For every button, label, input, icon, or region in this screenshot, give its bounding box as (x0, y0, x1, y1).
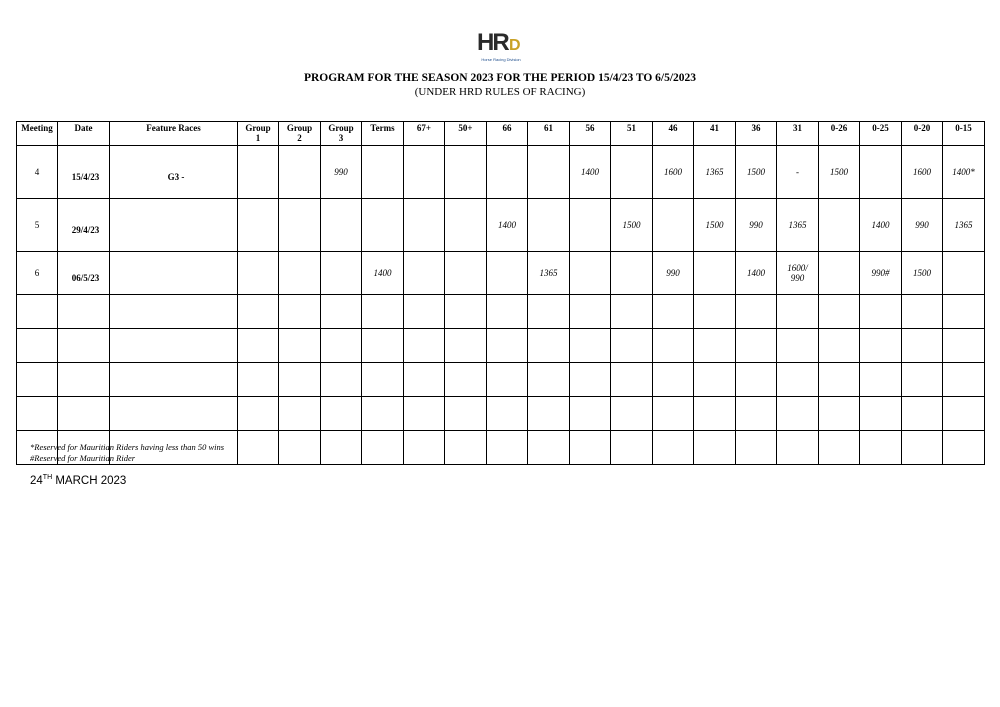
c56-cell: 1400 (570, 146, 611, 199)
c36-cell: 1400 (736, 252, 777, 295)
c66-cell (487, 252, 528, 295)
col-feature-races: Feature Races (110, 122, 238, 146)
col-group-3 (321, 122, 362, 146)
table-row (17, 146, 985, 199)
c31-value-line1: 1600/ (787, 263, 808, 273)
logo-d: D (509, 37, 521, 54)
c026-cell (819, 199, 860, 252)
col-group-1-num: 1 (255, 132, 261, 143)
col-67plus: 67+ (404, 122, 445, 146)
col-group-2-num: 2 (297, 132, 302, 143)
c41-cell: 1500 (694, 199, 736, 252)
group2-cell (279, 252, 321, 295)
col-31: 31 (777, 122, 819, 146)
group3-cell (321, 199, 362, 252)
col-group-2-label: Group (286, 123, 313, 133)
table-row (17, 252, 985, 295)
c61-cell: 1365 (528, 252, 570, 295)
hrd-logo (473, 30, 529, 64)
group1-cell (238, 252, 279, 295)
date-cell: 15/4/23 (58, 146, 110, 199)
col-41: 41 (694, 122, 736, 146)
empty-row (17, 397, 985, 431)
meeting-cell: 6 (17, 252, 58, 295)
c46-cell: 990 (653, 252, 694, 295)
footnote-hash: #Reserved for Mauritian Rider (30, 453, 136, 463)
page-title: PROGRAM FOR THE SEASON 2023 FOR THE PERIOD 15/4/23 TO 6/5/2023 (303, 72, 697, 84)
c46-cell: 1600 (653, 146, 694, 199)
col-61: 61 (528, 122, 570, 146)
c015-cell: 1400* (943, 146, 985, 199)
c020-cell: 1600 (902, 146, 943, 199)
logo-org-name: Horse Racing Division (481, 57, 521, 62)
c50-cell (445, 252, 487, 295)
date-day: 24 (30, 474, 43, 487)
col-50plus: 50+ (445, 122, 487, 146)
footnotes (30, 442, 224, 464)
col-group-1-label: Group (245, 123, 271, 133)
c020-cell: 1500 (902, 252, 943, 295)
feature-cell (110, 199, 238, 252)
group1-cell (238, 146, 279, 199)
document-date (30, 474, 126, 487)
c31-cell: - (777, 146, 819, 199)
meeting-cell: 4 (17, 146, 58, 199)
c025-cell (860, 146, 902, 199)
col-meeting: Meeting (17, 122, 58, 146)
date-cell: 29/4/23 (58, 199, 110, 252)
col-56: 56 (570, 122, 611, 146)
col-date: Date (58, 122, 110, 146)
c61-cell (528, 199, 570, 252)
c50-cell (445, 146, 487, 199)
c67-cell (404, 146, 445, 199)
c026-cell (819, 252, 860, 295)
c67-cell (404, 199, 445, 252)
program-table (16, 121, 985, 465)
c36-cell: 1500 (736, 146, 777, 199)
c025-cell: 990# (860, 252, 902, 295)
col-0-20: 0-20 (902, 122, 943, 146)
feature-cell: G3 - (110, 146, 238, 199)
empty-row (17, 295, 985, 329)
c41-cell: 1365 (694, 146, 736, 199)
c36-cell: 990 (736, 199, 777, 252)
c66-cell (487, 146, 528, 199)
table-header-row (17, 122, 985, 146)
c67-cell (404, 252, 445, 295)
date-rest: MARCH 2023 (52, 474, 127, 487)
col-group-3-label: Group (328, 123, 354, 133)
col-0-26: 0-26 (819, 122, 860, 146)
footnote-asterisk: *Reserved for Mauritian Riders having less than 50 wins (30, 442, 225, 452)
col-0-25: 0-25 (860, 122, 902, 146)
c61-cell (528, 146, 570, 199)
c50-cell (445, 199, 487, 252)
c31-cell (777, 252, 819, 295)
col-terms: Terms (362, 122, 404, 146)
c66-cell: 1400 (487, 199, 528, 252)
terms-cell: 1400 (362, 252, 404, 295)
meeting-cell: 5 (17, 199, 58, 252)
col-group-2 (279, 122, 321, 146)
col-51: 51 (611, 122, 653, 146)
c025-cell: 1400 (860, 199, 902, 252)
c31-value-line2: 990 (790, 273, 805, 283)
empty-row (17, 329, 985, 363)
col-group-3-num: 3 (338, 132, 344, 143)
col-0-15: 0-15 (943, 122, 985, 146)
c51-cell: 1500 (611, 199, 653, 252)
c015-cell (943, 252, 985, 295)
col-66: 66 (487, 122, 528, 146)
date-suffix: TH (42, 474, 53, 481)
group1-cell (238, 199, 279, 252)
empty-row (17, 363, 985, 397)
feature-cell (110, 252, 238, 295)
group3-cell: 990 (321, 146, 362, 199)
col-group-1 (238, 122, 279, 146)
terms-cell (362, 199, 404, 252)
logo-mark: HR (477, 29, 508, 56)
terms-cell (362, 146, 404, 199)
c41-cell (694, 252, 736, 295)
c020-cell: 990 (902, 199, 943, 252)
page-subtitle: (UNDER HRD RULES OF RACING) (414, 86, 586, 98)
group3-cell (321, 252, 362, 295)
c56-cell (570, 252, 611, 295)
c56-cell (570, 199, 611, 252)
group2-cell (279, 199, 321, 252)
c015-cell: 1365 (943, 199, 985, 252)
table-row (17, 199, 985, 252)
c026-cell: 1500 (819, 146, 860, 199)
col-46: 46 (653, 122, 694, 146)
c31-cell: 1365 (777, 199, 819, 252)
c46-cell (653, 199, 694, 252)
group2-cell (279, 146, 321, 199)
date-cell: 06/5/23 (58, 252, 110, 295)
c51-cell (611, 252, 653, 295)
col-36: 36 (736, 122, 777, 146)
c51-cell (611, 146, 653, 199)
